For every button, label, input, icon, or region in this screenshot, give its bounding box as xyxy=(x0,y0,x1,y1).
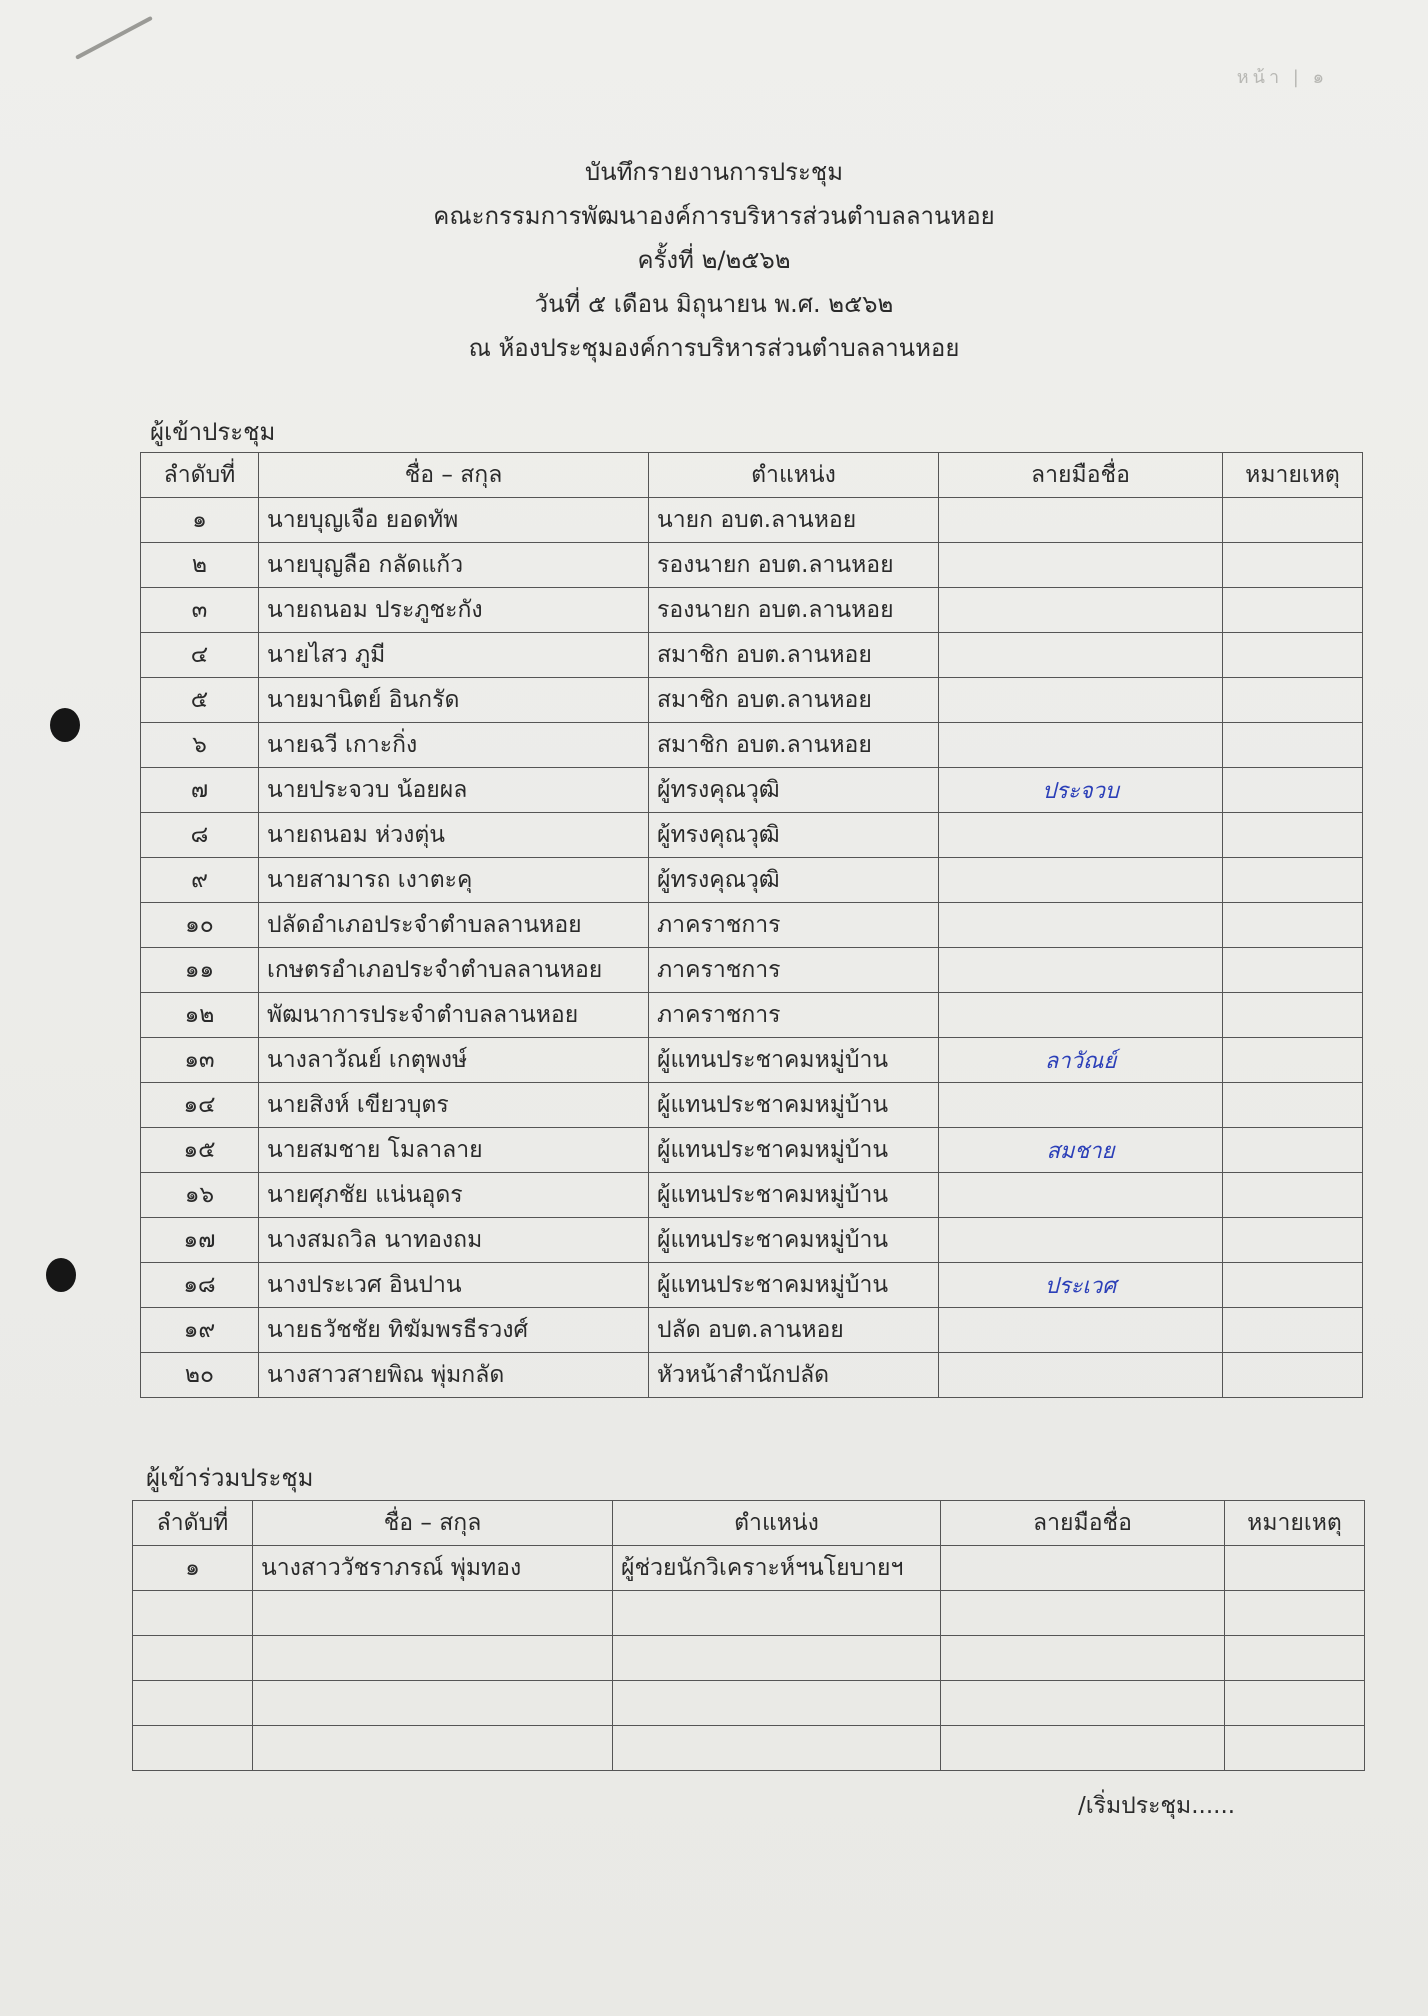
pen-mark xyxy=(75,16,153,60)
row-signature xyxy=(939,633,1223,678)
row-note xyxy=(1223,948,1363,993)
document-header xyxy=(0,150,1428,370)
row-number xyxy=(133,1681,253,1726)
row-name: นายไสว ภูมี xyxy=(259,633,649,678)
row-name: นายฉวี เกาะกิ่ง xyxy=(259,723,649,768)
table-row xyxy=(141,858,1363,903)
row-number: ๑ xyxy=(133,1546,253,1591)
row-signature xyxy=(939,588,1223,633)
row-signature xyxy=(939,723,1223,768)
row-signature: ประจวบ xyxy=(939,768,1223,813)
row-name xyxy=(253,1591,613,1636)
row-number: ๑๔ xyxy=(141,1083,259,1128)
row-name xyxy=(253,1636,613,1681)
row-signature xyxy=(939,1083,1223,1128)
row-note xyxy=(1225,1591,1365,1636)
row-signature xyxy=(939,1308,1223,1353)
punch-hole xyxy=(50,708,80,742)
row-number: ๗ xyxy=(141,768,259,813)
row-position: รองนายก อบต.ลานหอย xyxy=(649,588,939,633)
table-row xyxy=(133,1636,1365,1681)
row-signature xyxy=(939,1218,1223,1263)
row-number: ๑๑ xyxy=(141,948,259,993)
row-signature xyxy=(941,1726,1225,1771)
row-position: ปลัด อบต.ลานหอย xyxy=(649,1308,939,1353)
row-position: ภาคราชการ xyxy=(649,903,939,948)
row-signature xyxy=(939,498,1223,543)
header-committee: คณะกรรมการพัฒนาองค์การบริหารส่วนตำบลลานหอย xyxy=(433,202,995,230)
row-number: ๑๙ xyxy=(141,1308,259,1353)
table-row xyxy=(141,543,1363,588)
table-row xyxy=(141,1083,1363,1128)
col-signature-header: ลายมือชื่อ xyxy=(941,1501,1225,1546)
row-note xyxy=(1225,1726,1365,1771)
table-row xyxy=(141,1173,1363,1218)
table-row xyxy=(141,678,1363,723)
row-signature xyxy=(939,858,1223,903)
row-note xyxy=(1223,858,1363,903)
table-row xyxy=(141,723,1363,768)
table-row xyxy=(141,993,1363,1038)
table-row xyxy=(133,1726,1365,1771)
table-row xyxy=(141,1353,1363,1398)
table-row xyxy=(141,1263,1363,1308)
row-name: นายสมชาย โมลาลาย xyxy=(259,1128,649,1173)
row-position: ภาคราชการ xyxy=(649,993,939,1038)
row-position xyxy=(613,1681,941,1726)
header-session: ครั้งที่ ๒/๒๕๖๒ xyxy=(637,246,791,274)
row-position: สมาชิก อบต.ลานหอย xyxy=(649,633,939,678)
row-position: ผู้แทนประชาคมหมู่บ้าน xyxy=(649,1263,939,1308)
col-position-header: ตำแหน่ง xyxy=(613,1501,941,1546)
row-position: สมาชิก อบต.ลานหอย xyxy=(649,678,939,723)
row-number: ๑๗ xyxy=(141,1218,259,1263)
row-name: นายสิงห์ เขียวบุตร xyxy=(259,1083,649,1128)
row-signature: ลาวัณย์ xyxy=(939,1038,1223,1083)
row-name: นายมานิตย์ อินกรัด xyxy=(259,678,649,723)
row-position xyxy=(613,1636,941,1681)
row-name: นางประเวศ อินปาน xyxy=(259,1263,649,1308)
col-no-header: ลำดับที่ xyxy=(141,453,259,498)
row-note xyxy=(1225,1636,1365,1681)
row-name: เกษตรอำเภอประจำตำบลลานหอย xyxy=(259,948,649,993)
row-note xyxy=(1223,1263,1363,1308)
row-position xyxy=(613,1726,941,1771)
table-row xyxy=(141,813,1363,858)
row-number: ๖ xyxy=(141,723,259,768)
row-signature xyxy=(939,678,1223,723)
col-no-header: ลำดับที่ xyxy=(133,1501,253,1546)
row-number: ๘ xyxy=(141,813,259,858)
row-name: พัฒนาการประจำตำบลลานหอย xyxy=(259,993,649,1038)
row-name xyxy=(253,1726,613,1771)
table-header-row xyxy=(133,1501,1365,1546)
row-signature xyxy=(939,543,1223,588)
table-row xyxy=(133,1546,1365,1591)
row-name: นายศุภชัย แน่นอุดร xyxy=(259,1173,649,1218)
col-name-header: ชื่อ – สกุล xyxy=(259,453,649,498)
row-name: นายประจวบ น้อยผล xyxy=(259,768,649,813)
header-date: วันที่ ๕ เดือน มิถุนายน พ.ศ. ๒๕๖๒ xyxy=(534,290,894,318)
row-note xyxy=(1223,588,1363,633)
row-position: ผู้แทนประชาคมหมู่บ้าน xyxy=(649,1038,939,1083)
row-position: ภาคราชการ xyxy=(649,948,939,993)
page-number: หน้า | ๑ xyxy=(1236,67,1328,88)
row-signature xyxy=(941,1546,1225,1591)
row-note xyxy=(1223,1128,1363,1173)
row-signature xyxy=(939,993,1223,1038)
row-note xyxy=(1223,903,1363,948)
row-number: ๓ xyxy=(141,588,259,633)
row-position: ผู้ทรงคุณวุฒิ xyxy=(649,813,939,858)
row-signature: ประเวศ xyxy=(939,1263,1223,1308)
row-number: ๑๒ xyxy=(141,993,259,1038)
row-name: นายสามารถ เงาตะคุ xyxy=(259,858,649,903)
table-header-row xyxy=(141,453,1363,498)
table-row xyxy=(141,1038,1363,1083)
row-signature xyxy=(939,903,1223,948)
row-signature xyxy=(941,1681,1225,1726)
row-position: สมาชิก อบต.ลานหอย xyxy=(649,723,939,768)
row-name: นางสาววัชราภรณ์ พุ่มทอง xyxy=(253,1546,613,1591)
row-number: ๑๘ xyxy=(141,1263,259,1308)
row-number: ๙ xyxy=(141,858,259,903)
row-number xyxy=(133,1726,253,1771)
table-row xyxy=(141,498,1363,543)
table-row xyxy=(141,633,1363,678)
row-note xyxy=(1223,678,1363,723)
table-row xyxy=(133,1681,1365,1726)
row-name: นางสาวสายพิณ พุ่มกลัด xyxy=(259,1353,649,1398)
col-name-header: ชื่อ – สกุล xyxy=(253,1501,613,1546)
row-position: ผู้แทนประชาคมหมู่บ้าน xyxy=(649,1218,939,1263)
header-title: บันทึกรายงานการประชุม xyxy=(584,158,844,186)
row-number: ๑๐ xyxy=(141,903,259,948)
row-number: ๑๕ xyxy=(141,1128,259,1173)
row-signature xyxy=(941,1591,1225,1636)
row-number: ๕ xyxy=(141,678,259,723)
row-number: ๑๓ xyxy=(141,1038,259,1083)
row-number: ๑ xyxy=(141,498,259,543)
row-note xyxy=(1223,1308,1363,1353)
row-position: ผู้แทนประชาคมหมู่บ้าน xyxy=(649,1083,939,1128)
row-signature xyxy=(939,813,1223,858)
table-row xyxy=(141,1308,1363,1353)
row-position: ผู้ช่วยนักวิเคราะห์ฯนโยบายฯ xyxy=(613,1546,941,1591)
row-note xyxy=(1223,1218,1363,1263)
row-number: ๒๐ xyxy=(141,1353,259,1398)
col-note-header: หมายเหตุ xyxy=(1223,453,1363,498)
punch-hole xyxy=(46,1258,76,1292)
table-row xyxy=(133,1591,1365,1636)
row-note xyxy=(1223,813,1363,858)
row-note xyxy=(1225,1546,1365,1591)
row-position: ผู้แทนประชาคมหมู่บ้าน xyxy=(649,1128,939,1173)
attendees-table xyxy=(140,452,1363,1398)
row-name: นายบุญลือ กลัดแก้ว xyxy=(259,543,649,588)
table-row xyxy=(141,768,1363,813)
row-note xyxy=(1223,723,1363,768)
row-note xyxy=(1223,1173,1363,1218)
row-position: ผู้แทนประชาคมหมู่บ้าน xyxy=(649,1173,939,1218)
row-signature: สมชาย xyxy=(939,1128,1223,1173)
table-row xyxy=(141,948,1363,993)
row-name: นายถนอม ประภูชะกัง xyxy=(259,588,649,633)
row-signature xyxy=(941,1636,1225,1681)
row-note xyxy=(1225,1681,1365,1726)
row-note xyxy=(1223,543,1363,588)
col-position-header: ตำแหน่ง xyxy=(649,453,939,498)
row-name: นายถนอม ห่วงตุ่น xyxy=(259,813,649,858)
table-row xyxy=(141,588,1363,633)
row-position: ผู้ทรงคุณวุฒิ xyxy=(649,768,939,813)
row-position xyxy=(613,1591,941,1636)
table-row xyxy=(141,903,1363,948)
attendees-label: ผู้เข้าประชุม xyxy=(150,418,276,446)
row-name xyxy=(253,1681,613,1726)
row-note xyxy=(1223,768,1363,813)
row-name: นางลาวัณย์ เกตุพงษ์ xyxy=(259,1038,649,1083)
participants-label: ผู้เข้าร่วมประชุม xyxy=(146,1464,314,1492)
row-name: นางสมถวิล นาทองถม xyxy=(259,1218,649,1263)
row-signature xyxy=(939,1173,1223,1218)
row-position: ผู้ทรงคุณวุฒิ xyxy=(649,858,939,903)
row-signature xyxy=(939,948,1223,993)
table-row xyxy=(141,1128,1363,1173)
row-number xyxy=(133,1591,253,1636)
row-position: หัวหน้าสำนักปลัด xyxy=(649,1353,939,1398)
col-signature-header: ลายมือชื่อ xyxy=(939,453,1223,498)
row-signature xyxy=(939,1353,1223,1398)
row-name: นายบุญเจือ ยอดทัพ xyxy=(259,498,649,543)
col-note-header: หมายเหตุ xyxy=(1225,1501,1365,1546)
row-name: ปลัดอำเภอประจำตำบลลานหอย xyxy=(259,903,649,948)
closing-note: /เริ่มประชุม...... xyxy=(1078,1793,1236,1819)
row-number xyxy=(133,1636,253,1681)
row-note xyxy=(1223,1353,1363,1398)
row-number: ๔ xyxy=(141,633,259,678)
participants-table xyxy=(132,1500,1365,1771)
header-venue: ณ ห้องประชุมองค์การบริหารส่วนตำบลลานหอย xyxy=(468,334,960,362)
row-note xyxy=(1223,633,1363,678)
table-row xyxy=(141,1218,1363,1263)
row-position: นายก อบต.ลานหอย xyxy=(649,498,939,543)
row-note xyxy=(1223,1083,1363,1128)
row-note xyxy=(1223,993,1363,1038)
row-note xyxy=(1223,1038,1363,1083)
row-position: รองนายก อบต.ลานหอย xyxy=(649,543,939,588)
row-note xyxy=(1223,498,1363,543)
row-number: ๑๖ xyxy=(141,1173,259,1218)
row-name: นายธวัชชัย ทิฆัมพรธีรวงศ์ xyxy=(259,1308,649,1353)
row-number: ๒ xyxy=(141,543,259,588)
